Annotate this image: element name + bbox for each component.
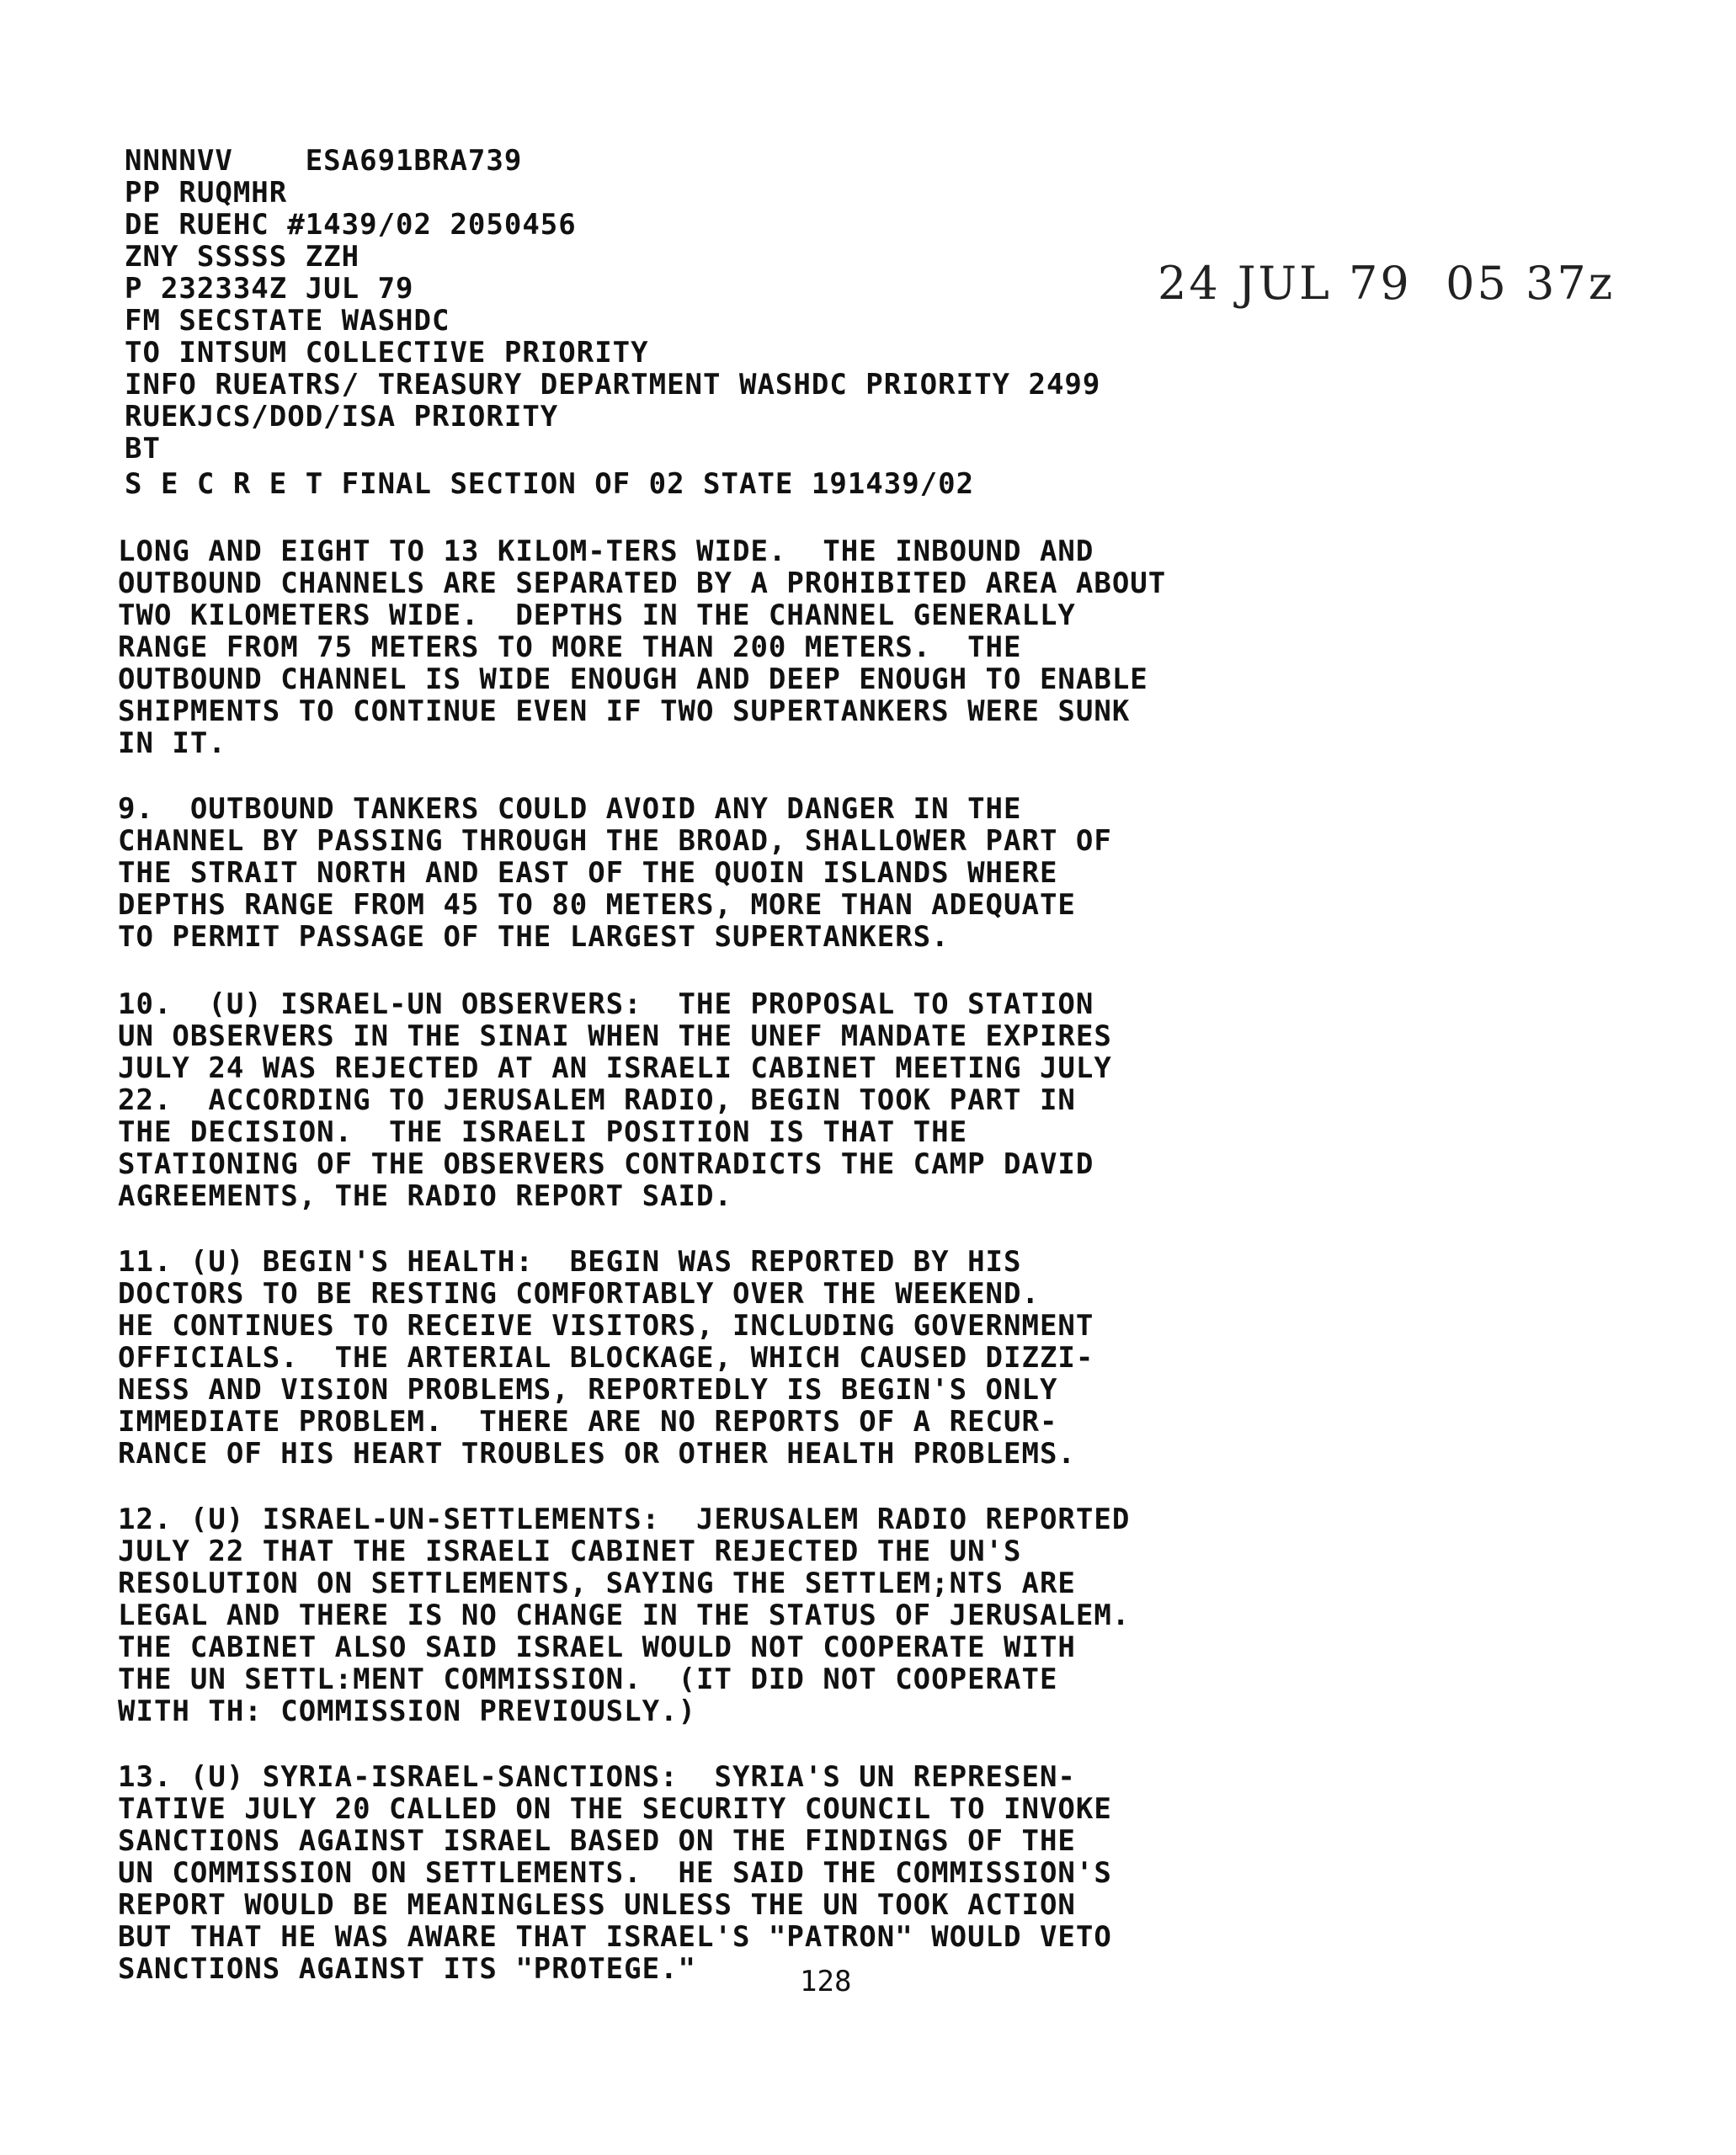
text-line: CHANNEL BY PASSING THROUGH THE BROAD, SHALLOWER PART OF (118, 824, 1112, 858)
text-line: JULY 22 THAT THE ISRAELI CABINET REJECTED THE UN'S (118, 1535, 1022, 1568)
text-line: AGREEMENTS, THE RADIO REPORT SAID. (118, 1179, 732, 1213)
received-date-stamp: 24 JUL 79 05 37z (1158, 257, 1616, 310)
text-line: THE CABINET ALSO SAID ISRAEL WOULD NOT COOPERATE WITH (118, 1631, 1076, 1664)
header-line: TO INTSUM COLLECTIVE PRIORITY (125, 336, 649, 370)
text-line: WITH TH: COMMISSION PREVIOUSLY.) (118, 1695, 697, 1728)
text-line: TATIVE JULY 20 CALLED ON THE SECURITY COUNCIL TO INVOKE (118, 1792, 1112, 1826)
text-line: OUTBOUND CHANNELS ARE SEPARATED BY A PROHIBITED AREA ABOUT (118, 567, 1167, 600)
header-line: RUEKJCS/DOD/ISA PRIORITY (125, 400, 559, 434)
text-line: IN IT. (118, 726, 226, 760)
header-line: P 232334Z JUL 79 (125, 272, 414, 306)
text-line: 12. (U) ISRAEL-UN-SETTLEMENTS: JERUSALEM RADIO REPORTED (118, 1503, 1131, 1536)
text-line: OUTBOUND CHANNEL IS WIDE ENOUGH AND DEEP ENOUGH TO ENABLE (118, 662, 1148, 696)
header-line: NNNNVV ESA691BRA739 (125, 144, 523, 178)
header-line: ZNY SSSSS ZZH (125, 240, 360, 274)
header-line: DE RUEHC #1439/02 2050456 (125, 208, 577, 242)
classification-line: S E C R E T FINAL SECTION OF 02 STATE 191439/02 (125, 467, 975, 501)
header-line: PP RUQMHR (125, 176, 288, 210)
text-line: LEGAL AND THERE IS NO CHANGE IN THE STATUS OF JERUSALEM. (118, 1599, 1131, 1632)
text-line: SANCTIONS AGAINST ISRAEL BASED ON THE FINDINGS OF THE (118, 1824, 1076, 1858)
text-line: RANGE FROM 75 METERS TO MORE THAN 200 METERS. THE (118, 631, 1022, 664)
text-line: THE STRAIT NORTH AND EAST OF THE QUOIN ISLANDS WHERE (118, 856, 1058, 890)
text-line: 11. (U) BEGIN'S HEALTH: BEGIN WAS REPORTED BY HIS (118, 1245, 1022, 1279)
text-line: THE DECISION. THE ISRAELI POSITION IS THAT THE (118, 1115, 968, 1149)
text-line: TWO KILOMETERS WIDE. DEPTHS IN THE CHANNEL GENERALLY (118, 599, 1076, 632)
text-line: SANCTIONS AGAINST ITS "PROTEGE." (118, 1952, 697, 1986)
text-line: REPORT WOULD BE MEANINGLESS UNLESS THE UN TOOK ACTION (118, 1888, 1076, 1922)
page-number: 128 (800, 1965, 852, 1998)
text-line: BUT THAT HE WAS AWARE THAT ISRAEL'S "PATRON" WOULD VETO (118, 1920, 1112, 1954)
text-line: LONG AND EIGHT TO 13 KILOM-TERS WIDE. THE INBOUND AND (118, 535, 1094, 568)
text-line: HE CONTINUES TO RECEIVE VISITORS, INCLUDING GOVERNMENT (118, 1309, 1094, 1343)
text-line: IMMEDIATE PROBLEM. THERE ARE NO REPORTS OF A RECUR- (118, 1405, 1058, 1439)
text-line: DOCTORS TO BE RESTING COMFORTABLY OVER THE WEEKEND. (118, 1277, 1040, 1311)
text-line: TO PERMIT PASSAGE OF THE LARGEST SUPERTANKERS. (118, 920, 950, 954)
text-line: SHIPMENTS TO CONTINUE EVEN IF TWO SUPERTANKERS WERE SUNK (118, 694, 1131, 728)
text-line: RANCE OF HIS HEART TROUBLES OR OTHER HEALTH PROBLEMS. (118, 1437, 1076, 1471)
header-line: INFO RUEATRS/ TREASURY DEPARTMENT WASHDC PRIORITY 2499 (125, 368, 1101, 402)
text-line: 13. (U) SYRIA-ISRAEL-SANCTIONS: SYRIA'S UN REPRESEN- (118, 1760, 1076, 1794)
text-line: UN OBSERVERS IN THE SINAI WHEN THE UNEF MANDATE EXPIRES (118, 1019, 1112, 1053)
text-line: DEPTHS RANGE FROM 45 TO 80 METERS, MORE THAN ADEQUATE (118, 888, 1076, 922)
text-line: NESS AND VISION PROBLEMS, REPORTEDLY IS BEGIN'S ONLY (118, 1373, 1058, 1407)
text-line: UN COMMISSION ON SETTLEMENTS. HE SAID THE COMMISSION'S (118, 1856, 1112, 1890)
text-line: STATIONING OF THE OBSERVERS CONTRADICTS THE CAMP DAVID (118, 1147, 1094, 1181)
text-line: RESOLUTION ON SETTLEMENTS, SAYING THE SETTLEM;NTS ARE (118, 1567, 1076, 1600)
text-line: OFFICIALS. THE ARTERIAL BLOCKAGE, WHICH CAUSED DIZZI- (118, 1341, 1094, 1375)
header-line: BT (125, 432, 161, 466)
text-line: 9. OUTBOUND TANKERS COULD AVOID ANY DANGER IN THE (118, 792, 1022, 826)
text-line: JULY 24 WAS REJECTED AT AN ISRAELI CABINET MEETING JULY (118, 1051, 1112, 1085)
text-line: 10. (U) ISRAEL-UN OBSERVERS: THE PROPOSAL TO STATION (118, 987, 1094, 1021)
header-line: FM SECSTATE WASHDC (125, 304, 450, 338)
text-line: 22. ACCORDING TO JERUSALEM RADIO, BEGIN TOOK PART IN (118, 1083, 1076, 1117)
text-line: THE UN SETTL:MENT COMMISSION. (IT DID NOT COOPERATE (118, 1663, 1058, 1696)
